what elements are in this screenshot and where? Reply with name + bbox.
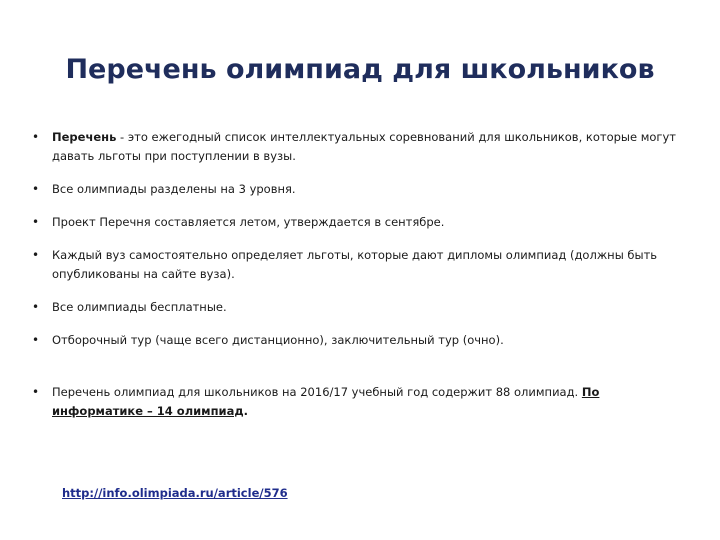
list-item-text: Все олимпиады бесплатные. [52, 300, 227, 314]
bullet-icon: • [32, 385, 40, 399]
list-item-text: Все олимпиады разделены на 3 уровня. [52, 182, 296, 196]
list-item [32, 246, 692, 284]
list-item-text: - это ежегодный список интеллектуальных соревнований для школьников, которые могут давать льготы при поступлении в вузы. [52, 130, 676, 163]
bullet-icon: • [32, 248, 40, 262]
list-item-text: Каждый вуз самостоятельно определяет льготы, которые дают дипломы олимпиад (должны быть опубликованы на сайте вуза). [52, 248, 658, 281]
bullet-icon: • [32, 300, 40, 314]
list-item-text: Проект Перечня составляется летом, утверждается в сентябре. [52, 215, 445, 229]
term-perechen: Перечень [52, 130, 117, 144]
list-item [32, 213, 692, 232]
list-item [32, 383, 692, 421]
slide-title: Перечень олимпиад для школьников [65, 54, 655, 85]
informatics-link[interactable]: По информатике – 14 олимпиад [52, 385, 600, 418]
list-item [32, 298, 692, 317]
bullet-icon: • [32, 130, 40, 144]
bullet-list [32, 128, 692, 421]
bullet-icon: • [32, 182, 40, 196]
bullet-icon: • [32, 333, 40, 347]
bullet-icon: • [32, 215, 40, 229]
list-item-tail: . [243, 404, 249, 418]
list-item-text: Перечень олимпиад для школьников на 2016/17 учебный год содержит 88 олимпиад. [52, 385, 582, 399]
list-item [32, 331, 692, 350]
list-item [32, 180, 692, 199]
list-item-text: Отборочный тур (чаще всего дистанционно), заключительный тур (очно). [52, 333, 504, 347]
source-url-link[interactable]: http://info.olimpiada.ru/article/576 [62, 486, 288, 500]
list-item [32, 128, 692, 166]
